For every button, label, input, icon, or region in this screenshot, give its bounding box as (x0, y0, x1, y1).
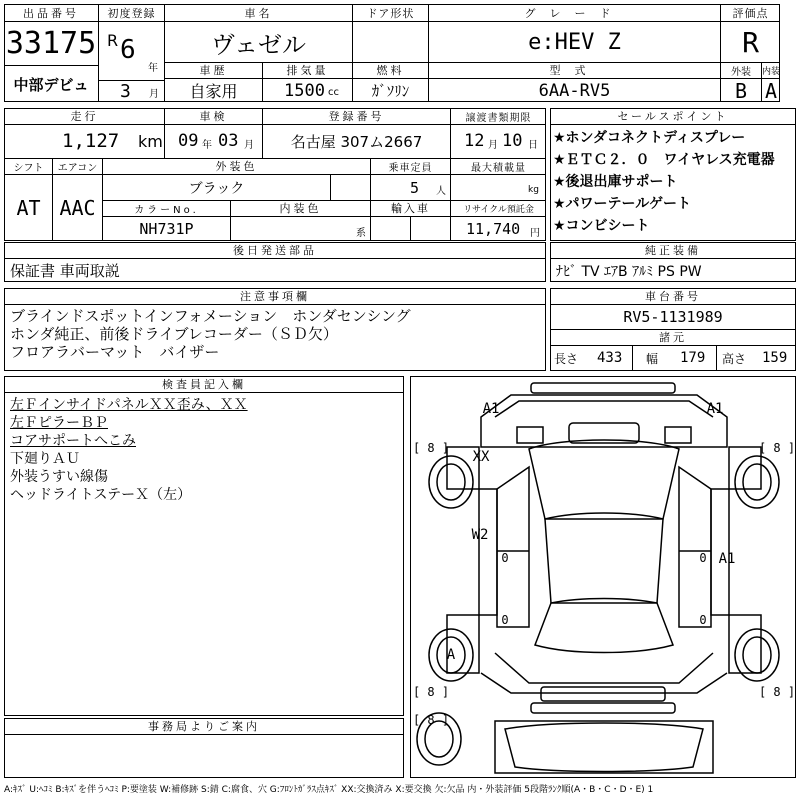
inspector-line-2: 左ＦピラーＢＰ (10, 415, 108, 431)
color-no-value: NH731P (139, 220, 194, 238)
first-reg-label: 初度登録 (107, 6, 156, 20)
doc-month-unit: 月 (488, 139, 498, 151)
grade-label: グレード (524, 6, 625, 20)
height-value: 159 (762, 350, 788, 366)
zero-right-1: 0 (699, 551, 707, 565)
disp-label: 排気量 (286, 64, 329, 77)
import-label: 輸入車 (391, 202, 430, 215)
shift-value: AT (16, 196, 41, 220)
year-unit: 年 (148, 62, 158, 74)
bracket-spare: [ 8 ] (413, 713, 449, 727)
inspector-line-6: ヘッドライトステーＸ（左） (10, 487, 192, 503)
car-diagram (410, 376, 796, 778)
mileage-unit: km (138, 131, 163, 151)
mark-left-door: W2 (471, 527, 489, 543)
mileage-value: 1,127 (62, 130, 120, 152)
inspector-line-5: 外装うすい線傷 (10, 469, 108, 485)
length-value: 433 (597, 350, 623, 366)
car-outline-icon (411, 377, 796, 778)
recycle-label: リサイクル預託金 (463, 204, 534, 215)
shift-label: シフト (13, 162, 44, 174)
score-value: R (742, 25, 759, 59)
equipment-label: 純正装備 (645, 244, 701, 257)
inspector-line-3: コアサポートへこみ (10, 433, 136, 449)
note-line-3: フロアラバーマット バイザー (10, 343, 220, 361)
insp-month-unit: 月 (244, 139, 254, 151)
color-value: ブラック (188, 180, 245, 197)
history-label: 車歴 (199, 64, 228, 77)
ext-label: 外装 (731, 66, 751, 78)
ac-value: AAC (59, 196, 96, 220)
score-label: 評価点 (732, 6, 769, 20)
inspector-label: 検査員記入欄 (162, 378, 246, 391)
first-reg-year: 6 (120, 36, 136, 64)
first-reg-month: 3 (120, 81, 131, 101)
notes-label: 注意事項欄 (240, 290, 310, 303)
recycle-unit: 円 (530, 227, 540, 239)
length-label: 長さ (554, 351, 579, 366)
zero-left-1: 0 (501, 551, 509, 565)
disp-unit: cc (328, 86, 339, 98)
load-label: 最大積載量 (471, 162, 526, 174)
mark-right-door: A1 (718, 551, 736, 567)
debut-label: 中部デビュ (13, 75, 89, 94)
mark-rear-left-wheel: A (446, 647, 456, 663)
doc-day: 10 (502, 131, 523, 151)
seats-label: 乗車定員 (388, 162, 433, 174)
selling-point-4: ★パワーテールゲート (553, 196, 691, 212)
specs-label: 諸元 (659, 331, 687, 344)
later-parts-label: 後日発送部品 (233, 244, 317, 257)
width-label: 幅 (646, 351, 659, 366)
model-value: 6AA-RV5 (538, 80, 611, 101)
lot-no-label: 出品番号 (23, 6, 79, 20)
doc-month: 12 (464, 131, 485, 151)
selling-point-5: ★コンビシート (553, 218, 650, 234)
lot-no: 33175 (5, 25, 97, 61)
bracket-rear-right: [ 8 ] (759, 685, 795, 699)
model-label: 型式 (549, 64, 600, 77)
chassis-label: 車台番号 (645, 290, 701, 303)
chassis-value: RV5-1131989 (623, 308, 723, 326)
insp-month: 03 (218, 131, 239, 151)
grade-value: e:HEV Z (528, 29, 621, 55)
plate-value: 名古屋 307ム2667 (290, 132, 423, 151)
bracket-rear-left: [ 8 ] (413, 685, 449, 699)
zero-right-2: 0 (699, 613, 707, 627)
insp-year: 09 (178, 131, 199, 151)
recycle-value: 11,740 (466, 220, 521, 238)
selling-points-label: セールスポイント (617, 110, 729, 123)
inspector-line-4: 下廻りＡＵ (10, 451, 80, 467)
note-line-2: ホンダ純正、前後ドライブレコーダー（ＳＤ欠） (10, 325, 338, 343)
color-no-label: カラーNo. (134, 204, 199, 216)
load-unit: kg (528, 185, 539, 195)
office-label: 事務局よりご案内 (148, 720, 260, 733)
int-label: 内装 (762, 66, 780, 77)
fuel-label: 燃料 (376, 64, 405, 77)
legend-text: A:ｷｽﾞ U:ﾍｺﾐ B:ｷｽﾞを伴うﾍｺﾐ P:要塗装 W:補修跡 S:錆 C:腐食、穴 G:ﾌﾛﾝﾄｶﾞﾗｽ点ｷｽﾞ XX:交換済み X:要交換 欠:欠品 内・外装評価 5段階ﾗﾝｸ順(A・B・C・D・E) 1 (4, 784, 654, 795)
mark-left-fender: XX (472, 449, 490, 465)
note-line-1: ブラインドスポットインフォメーション ホンダセンシング (10, 307, 411, 325)
fuel-value: ｶﾞｿﾘﾝ (371, 82, 410, 100)
insp-year-unit: 年 (202, 139, 212, 151)
selling-point-2: ★ＥＴＣ２．０ ワイヤレス充電器 (553, 152, 775, 168)
era: R (107, 30, 119, 50)
door-label: ドア形状 (366, 6, 415, 20)
mark-front-left: A1 (482, 401, 500, 417)
inspection-label: 車検 (199, 110, 228, 123)
bracket-front-right: [ 8 ] (759, 441, 795, 455)
ac-label: エアコン (57, 162, 98, 174)
mileage-label: 走行 (70, 110, 99, 123)
history-value: 自家用 (189, 82, 238, 101)
equipment-value: ﾅﾋﾞ TV ｴｱB ｱﾙﾐ PS PW (556, 263, 702, 280)
disp-value: 1500 (284, 80, 325, 101)
car-name: ヴェゼル (210, 30, 307, 59)
doc-label: 譲渡書類期限 (465, 112, 532, 124)
plate-label: 登録番号 (328, 110, 385, 123)
int-color-unit: 系 (356, 227, 366, 239)
inspector-line-1: 左ＦインサイドパネルＸＸ歪み、ＸＸ (10, 397, 248, 413)
color-label: 外装色 (215, 160, 258, 173)
zero-left-2: 0 (501, 613, 509, 627)
seats-unit: 人 (436, 185, 446, 197)
ext-score: B (734, 79, 748, 102)
seats-value: 5 (410, 178, 420, 197)
int-color-label: 内装色 (279, 202, 322, 215)
height-label: 高さ (722, 351, 747, 366)
later-parts-value: 保証書 車両取説 (10, 262, 120, 280)
width-value: 179 (680, 350, 706, 366)
door-value (353, 22, 428, 62)
name-label: 車名 (244, 6, 273, 20)
month-unit: 月 (149, 88, 159, 100)
bracket-front-left: [ 8 ] (413, 441, 449, 455)
mark-front-right: A1 (706, 401, 724, 417)
doc-day-unit: 日 (528, 139, 538, 151)
selling-point-3: ★後退出庫サポート (553, 174, 678, 190)
selling-point-1: ★ホンダコネクトディスプレー (553, 130, 746, 146)
int-score: A (764, 79, 778, 102)
